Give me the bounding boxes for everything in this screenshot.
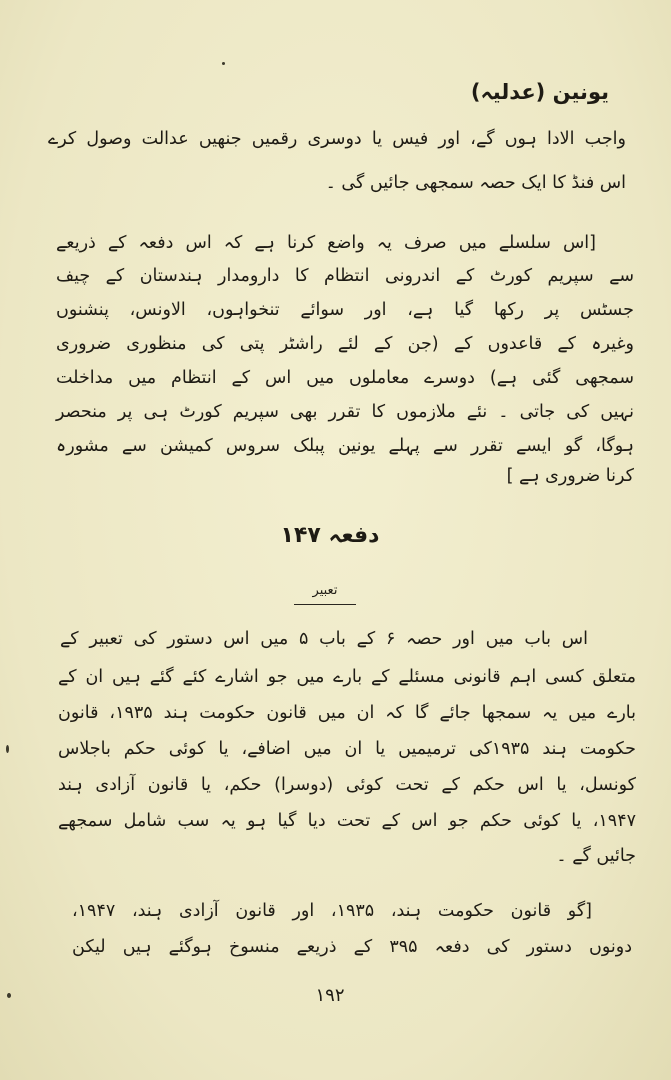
para2-line-5: سمجھی گئی ہے) دوسرے معاملوں میں اس کے انتظام میں مداخلت	[56, 368, 634, 388]
scan-speck	[6, 745, 9, 753]
para3-line-2: متعلق کسی اہم قانونی مسئلے کے بارے میں جو اشارے کئے گئے ہیں ان کے	[58, 667, 636, 687]
section-heading: دفعہ ۱۴۷	[280, 523, 380, 548]
para3-line-1: اس باب میں اور حصہ ۶ کے باب ۵ میں اس دستور کی تعبیر کے	[60, 629, 589, 649]
para2-line-3: جسٹس پر رکھا گیا ہے، اور سوائے تنخواہوں، الاونس، پنشنوں	[56, 300, 634, 320]
scan-speck	[222, 62, 225, 65]
para2-line-1: [اس سلسلے میں صرف یہ واضع کرنا ہے کہ اس دفعہ کے ذریعے	[56, 233, 596, 253]
para4-line-1: [گو قانون حکومت ہند، ۱۹۳۵، اور قانون آزادی ہند، ۱۹۴۷،	[72, 901, 592, 921]
para1-line-2: اس فنڈ کا ایک حصہ سمجھی جائیں گی ۔	[325, 173, 626, 193]
scan-speck	[7, 993, 11, 998]
para3-line-5: کونسل، یا اس حکم کے تحت کوئی (دوسرا) حکم، یا قانون آزادی ہند	[58, 775, 636, 795]
para4-line-2: دونوں دستور کی دفعہ ۳۹۵ کے ذریعے منسوخ ہوگئے ہیں لیکن	[72, 937, 632, 957]
para1-line-1: واجب الادا ہوں گے، اور فیس یا دوسری رقمیں جنھیں عدالت وصول کرے	[48, 129, 626, 149]
subheading: تعبیر	[312, 583, 338, 598]
para2-line-7: ہوگا، گو ایسے تقرر سے پہلے یونین پبلک سروس کمیشن سے مشورہ	[56, 436, 634, 456]
para3-line-6: ۱۹۴۷، یا کوئی حکم جو اس کے تحت دیا گیا ہو یہ سب شامل سمجھے	[58, 811, 636, 831]
page-number: ۱۹۲	[315, 985, 345, 1006]
para3-line-7: جائیں گے ۔	[556, 846, 636, 866]
para3-line-4: حکومت ہند ۱۹۳۵کی ترمیمیں یا ان میں اضافے، یا کوئی حکم باجلاس	[58, 739, 636, 759]
subheading-underline	[294, 604, 356, 605]
para2-line-2: سے سپریم کورٹ کے اندرونی انتظام کا دارومدار ہندستان کے چیف	[56, 266, 634, 286]
para2-line-6: نہیں کی جاتی ۔ نئے ملازموں کا تقرر بھی سپریم کورٹ ہی پر منحصر	[56, 402, 634, 422]
para3-line-3: بارے میں یہ سمجھا جائے گا کہ ان میں قانون حکومت ہند ۱۹۳۵، قانون	[58, 703, 636, 723]
running-header: یونین (عدلیہ)	[470, 80, 609, 104]
para2-line-4: وغیرہ کے قاعدوں کے (جن کے لئے راشٹر پتی کی منظوری ضروری	[56, 334, 634, 354]
para2-line-8: کرنا ضروری ہے ]	[506, 466, 634, 486]
